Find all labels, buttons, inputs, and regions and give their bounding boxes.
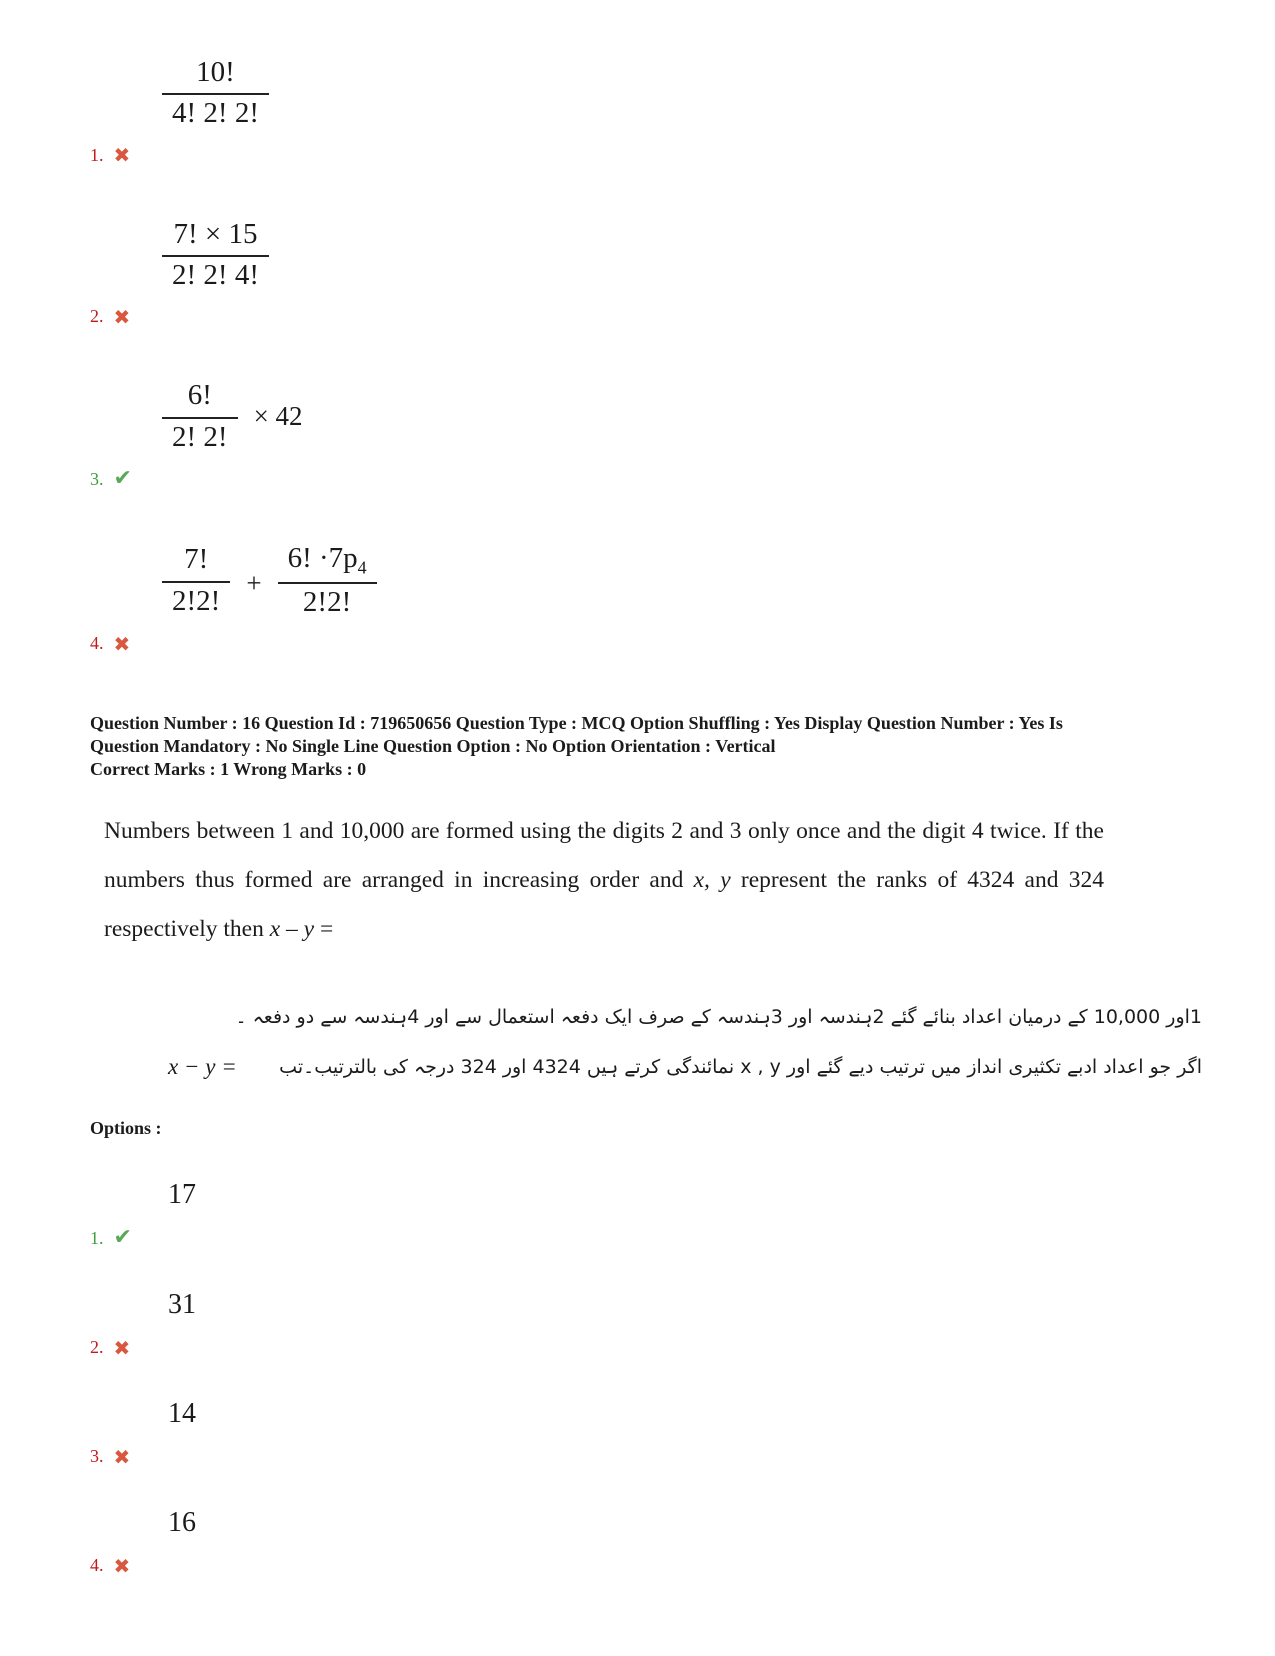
option-marker-row xyxy=(90,633,1215,654)
numerator-subscript: 4 xyxy=(357,557,367,578)
question-part2: represent the ranks of 4324 and 324 respectively then xyxy=(104,867,1104,943)
formula-option-4 xyxy=(90,542,1215,654)
formula-option-2 xyxy=(90,218,1215,328)
urdu-line-math-expression: x − y = xyxy=(168,1054,237,1080)
correct-check-icon: ✔ xyxy=(113,1225,132,1251)
answer-value: 31 xyxy=(168,1289,196,1321)
urdu-line-2 xyxy=(90,1050,1202,1084)
formula-fraction-sum xyxy=(162,542,1215,619)
answer-option-3 xyxy=(90,1398,1215,1467)
answer-options-section xyxy=(90,1179,1215,1576)
fraction xyxy=(162,379,238,454)
answer-value: 17 xyxy=(168,1179,196,1211)
option-number: 4. xyxy=(90,633,104,654)
answer-value: 16 xyxy=(168,1507,196,1539)
fraction-numerator: 10! xyxy=(196,56,235,88)
fraction-denominator: 2! 2! 4! xyxy=(162,255,269,292)
question-text-english xyxy=(104,807,1104,954)
fraction xyxy=(278,542,377,619)
option-number: 1. xyxy=(90,1227,104,1248)
fraction xyxy=(162,56,269,131)
wrong-cross-icon: ✖ xyxy=(113,631,131,656)
fraction-numerator: 7! xyxy=(184,543,209,576)
fraction xyxy=(162,543,230,618)
option-marker-row xyxy=(90,1337,1215,1358)
answer-option-2 xyxy=(90,1289,1215,1358)
options-label: Options : xyxy=(90,1118,162,1139)
wrong-cross-icon: ✖ xyxy=(113,304,131,329)
option-number: 3. xyxy=(90,468,104,489)
fraction-numerator xyxy=(278,542,377,582)
fraction-denominator: 4! 2! 2! xyxy=(162,93,269,130)
question-equals: = xyxy=(314,916,334,943)
formula-fraction xyxy=(162,218,1215,293)
formula-suffix: × 42 xyxy=(253,401,303,432)
option-marker-row xyxy=(90,145,1215,166)
fraction xyxy=(162,218,269,293)
metadata-line-1: Question Number : 16 Question Id : 719650656 Question Type : MCQ Option Shuffling : Yes Display Question Number : Yes Is xyxy=(90,713,1063,734)
answer-option-4 xyxy=(90,1507,1215,1576)
option-marker-row xyxy=(90,306,1215,327)
option-marker-row xyxy=(90,1227,1215,1249)
formula-fraction-with-suffix xyxy=(162,379,1215,454)
option-number: 2. xyxy=(90,306,104,327)
option-marker-row xyxy=(90,1555,1215,1576)
numerator-main: 6! ·7p xyxy=(287,542,358,575)
urdu-line-2-text: اگر جو اعداد ادبے تکثیری انداز میں ترتیب دیے گئے اور x , y نمائندگی کرتے ہیں 4324 اور 324 درجہ کی بالترتیب۔تب xyxy=(279,1056,1202,1079)
answer-value: 14 xyxy=(168,1398,196,1430)
answer-option-1 xyxy=(90,1179,1215,1249)
wrong-cross-icon: ✖ xyxy=(113,143,131,168)
wrong-cross-icon: ✖ xyxy=(113,1444,131,1469)
correct-check-icon: ✔ xyxy=(113,466,132,492)
formula-option-1 xyxy=(90,56,1215,166)
option-number: 2. xyxy=(90,1337,104,1358)
question-x-minus-y: x – y xyxy=(269,916,315,943)
question-text-urdu xyxy=(90,1000,1202,1084)
question-metadata xyxy=(90,712,1130,781)
formula-fraction xyxy=(162,56,1215,131)
wrong-cross-icon: ✖ xyxy=(113,1335,131,1360)
fraction-numerator: 7! × 15 xyxy=(173,217,258,250)
fraction-denominator: 2!2! xyxy=(162,581,230,618)
metadata-line-2: Question Mandatory : No Single Line Question Option : No Option Orientation : Vertical xyxy=(90,736,776,757)
option-number: 4. xyxy=(90,1555,104,1576)
option-marker-row xyxy=(90,468,1215,490)
formula-option-3 xyxy=(90,379,1215,490)
wrong-cross-icon: ✖ xyxy=(113,1553,131,1578)
option-marker-row xyxy=(90,1446,1215,1467)
question-xy-variables: x, y xyxy=(693,867,731,894)
formula-options-section xyxy=(90,56,1215,654)
question-part1: Numbers between 1 and 10,000 are formed using the digits 2 and 3 only once and the digit 4 twice. If the numbers thus formed are arranged in increasing order and xyxy=(104,818,1104,894)
metadata-marks-line: Correct Marks : 1 Wrong Marks : 0 xyxy=(90,759,367,780)
urdu-line-1: 1اور 10,000 کے درمیان اعداد بنائے گئے 2ہندسہ اور 3ہندسہ کے صرف ایک دفعہ استعمال سے اور 4ہندسہ سے دو دفعہ ۔ xyxy=(235,1006,1202,1029)
fraction-numerator: 6! xyxy=(187,379,212,412)
fraction-denominator: 2! 2! xyxy=(162,417,238,454)
fraction-denominator: 2!2! xyxy=(278,582,377,619)
plus-operator: + xyxy=(246,568,262,599)
option-number: 1. xyxy=(90,144,104,165)
option-number: 3. xyxy=(90,1446,104,1467)
